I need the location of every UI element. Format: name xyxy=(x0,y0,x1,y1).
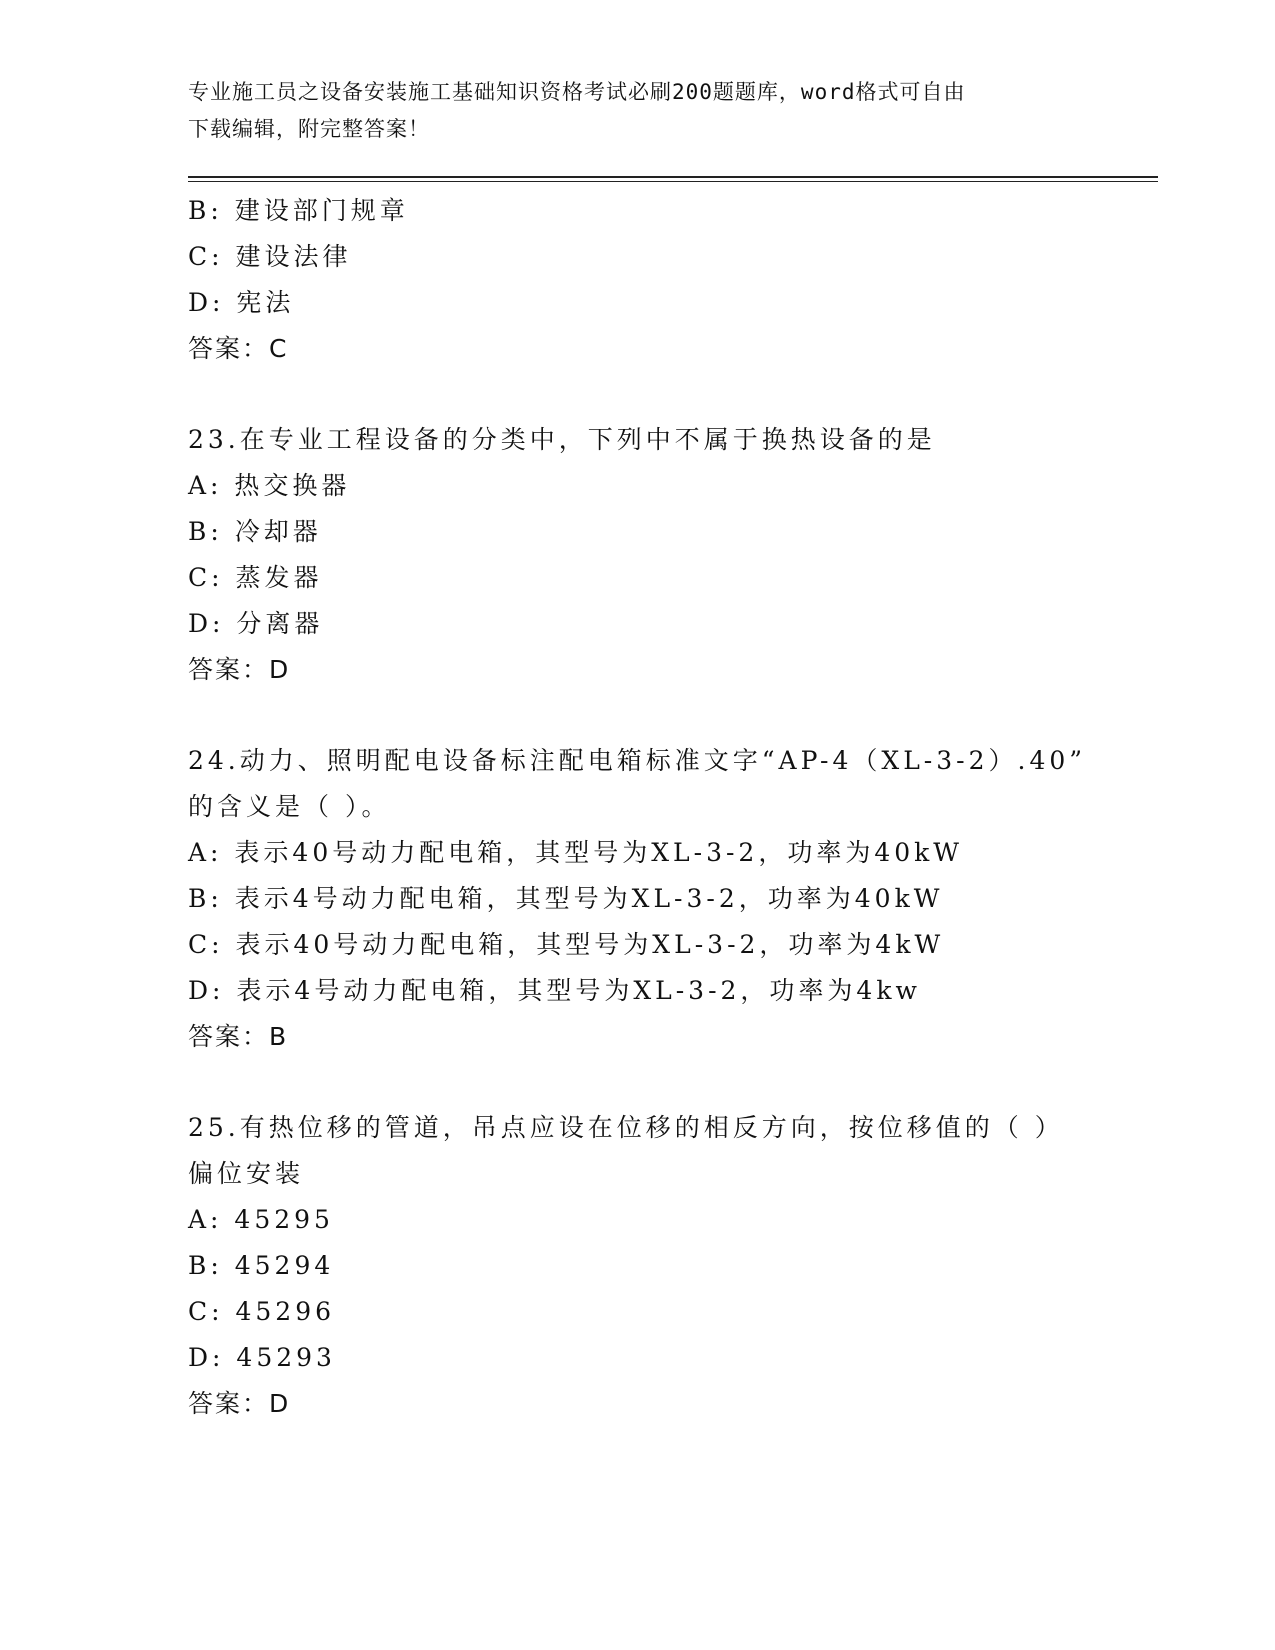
answer-line: 答案：D xyxy=(188,655,291,684)
option-b: B: 45294 xyxy=(188,1251,335,1280)
question-stem-line-1: 25.有热位移的管道，吊点应设在位移的相反方向，按位移值的（ ） xyxy=(188,1113,1064,1142)
question-24 xyxy=(188,738,1158,1060)
header-divider-thin xyxy=(188,181,1158,182)
option-a: A: 热交换器 xyxy=(188,471,351,500)
option-d: D: 表示4号动力配电箱，其型号为XL-3-2，功率为4kw xyxy=(188,976,921,1005)
header-line-1: 专业施工员之设备安装施工基础知识资格考试必刷200题题库，word格式可自由 xyxy=(188,80,966,104)
question-stem-line-1: 24.动力、照明配电设备标注配电箱标准文字“AP-4（XL-3-2）.40” xyxy=(188,746,1087,775)
document-header xyxy=(188,74,1088,148)
answer-line: 答案：B xyxy=(188,1022,289,1051)
option-d: D: 分离器 xyxy=(188,609,324,638)
answer-line: 答案：D xyxy=(188,1389,291,1418)
option-d: D: 宪法 xyxy=(188,288,295,317)
question-25 xyxy=(188,1105,1158,1427)
header-divider-thick xyxy=(188,176,1158,178)
question-stem-line-2: 偏位安装 xyxy=(188,1159,305,1188)
question-list xyxy=(188,188,1158,1427)
question-stem-line-2: 的含义是（ ）。 xyxy=(188,792,391,821)
option-b: B: 冷却器 xyxy=(188,517,322,546)
option-c: C: 表示40号动力配电箱，其型号为XL-3-2，功率为4kW xyxy=(188,930,945,959)
option-d: D: 45293 xyxy=(188,1343,336,1372)
question-22 xyxy=(188,188,1158,372)
question-stem: 23.在专业工程设备的分类中，下列中不属于换热设备的是 xyxy=(188,425,936,454)
option-c: C: 建设法律 xyxy=(188,242,352,271)
option-b: B: 建设部门规章 xyxy=(188,196,409,225)
option-b: B: 表示4号动力配电箱，其型号为XL-3-2，功率为40kW xyxy=(188,884,944,913)
answer-line: 答案：C xyxy=(188,334,289,363)
option-a: A: 45295 xyxy=(188,1205,334,1234)
option-c: C: 45296 xyxy=(188,1297,336,1326)
header-line-2: 下载编辑，附完整答案！ xyxy=(188,117,430,141)
option-a: A: 表示40号动力配电箱，其型号为XL-3-2，功率为40kW xyxy=(188,838,963,867)
option-c: C: 蒸发器 xyxy=(188,563,323,592)
question-23 xyxy=(188,417,1158,693)
